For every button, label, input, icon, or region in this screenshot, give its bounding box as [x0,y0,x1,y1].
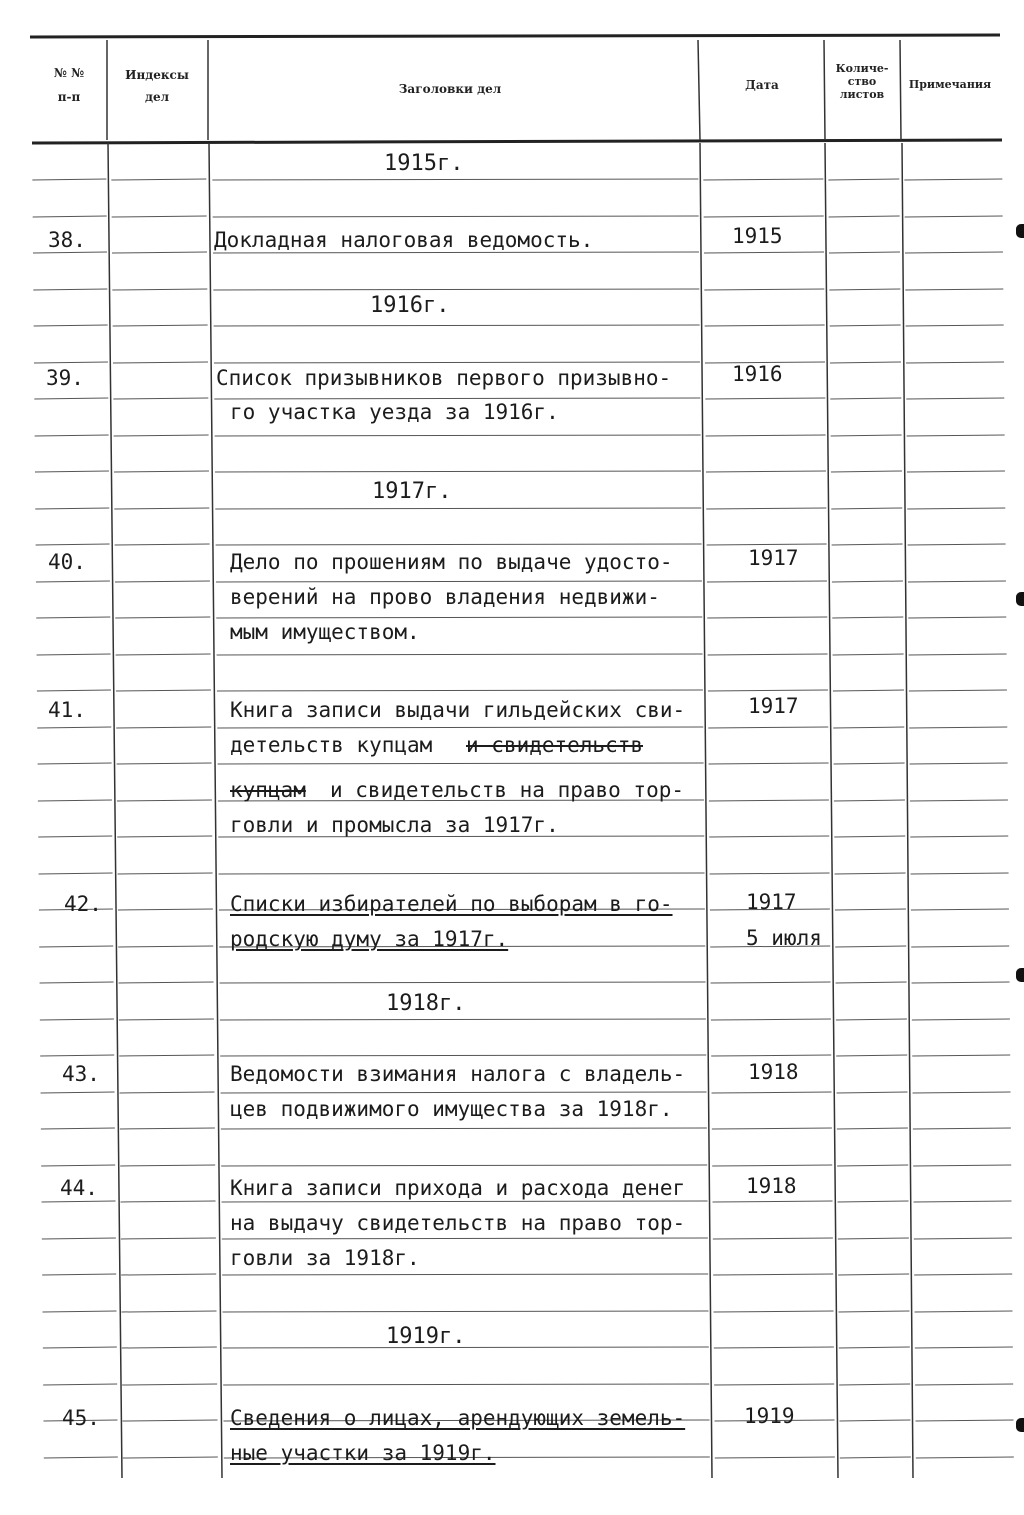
ruled-line [830,325,901,326]
ruled-line [213,216,699,217]
ruled-line [707,544,827,545]
ruled-line [703,179,823,180]
ruled-line [912,1019,1010,1020]
ruled-line [839,1347,910,1348]
ruled-line [908,581,1006,582]
entry-date: 1918 [746,1174,797,1198]
ruled-line [711,1019,831,1020]
ruled-line [833,727,904,728]
ruled-line [912,982,1010,983]
entry-number: 44. [60,1176,98,1200]
ruled-line [117,800,212,801]
entry-title-line: говли за 1918г. [230,1246,420,1270]
ruled-line [708,690,828,691]
ruled-line [712,1092,832,1093]
entry-title-line: Сведения о лицах, арендующих земель- [230,1406,686,1430]
ruled-line [34,398,108,399]
ruled-line [914,1274,1012,1275]
ruled-line [118,873,213,874]
ruled-line [215,471,701,472]
ruled-line [837,1165,908,1166]
ruled-line [836,1019,907,1020]
entry-date: 1917 [746,890,797,914]
ruled-line [219,873,705,874]
ruled-line [43,1347,117,1348]
ruled-line [42,1274,116,1275]
ruled-line [828,179,899,180]
entry-number: 39. [46,366,84,390]
entry-date: 1917 [748,546,799,570]
ruled-line [223,1311,709,1312]
ruled-line [830,362,901,363]
entry-title-line: мым имуществом. [230,620,420,644]
ruled-line [117,763,212,764]
entry-title-line: го участка уезда за 1916г. [230,400,559,424]
ruled-line [120,1128,215,1129]
ruled-line [715,1457,835,1458]
ruled-line [217,654,703,655]
ruled-line [840,1457,911,1458]
ruled-line [832,617,903,618]
ruled-line [913,1128,1011,1129]
ruled-line [915,1384,1013,1385]
ruled-line [38,763,112,764]
ruled-line [915,1311,1013,1312]
ruled-line [218,763,704,764]
header-notes-label: Примечания [908,78,992,91]
ruled-line [121,1201,216,1202]
ruled-line [708,654,828,655]
ruled-line [222,1201,708,1202]
ruled-line [834,763,905,764]
ruled-line [223,1347,709,1348]
entry-date: 1919 [744,1404,795,1428]
entry-number: 42. [64,892,102,916]
entry-title-line: Список призывников первого призывно- [216,366,672,390]
column-rules [107,40,913,1478]
ruled-line [216,544,702,545]
ruled-line [39,873,113,874]
ruled-line [913,1165,1011,1166]
ruled-line [713,1238,833,1239]
ruled-line [835,873,906,874]
ruled-line [114,435,209,436]
ruled-line [33,216,107,217]
ruled-line [833,690,904,691]
ruled-line [38,836,112,837]
ruled-line [214,325,700,326]
entry-title-line: родскую думу за 1917г. [230,927,509,951]
ruled-line [40,1019,114,1020]
ruled-line [837,1092,908,1093]
entry-date: 1916 [732,362,783,386]
ruled-line [40,1055,114,1056]
ruled-line [117,836,212,837]
entry-title-line: цев подвижимого имущества за 1918г. [230,1097,673,1121]
ruled-line [34,362,108,363]
entry-date: 1915 [732,224,783,248]
year-heading-1916: 1916г. [370,293,450,318]
header-num-label: № № п-п [53,66,85,104]
ruled-line [215,508,701,509]
ruled-line [704,289,824,290]
ruled-line [32,179,106,180]
ruled-line [714,1311,834,1312]
ruled-line [910,836,1008,837]
ruled-line [41,1128,115,1129]
ruled-line [37,654,111,655]
ruled-line [36,581,110,582]
ruled-line [837,1128,908,1129]
year-heading-1917: 1917г. [372,479,452,504]
ruled-line [904,179,1002,180]
ruled-line [122,1384,217,1385]
entry-title-line: детельств купцам [230,733,433,757]
binding-hole-mark [1016,968,1024,982]
ruled-line [707,581,827,582]
ruled-line [831,508,902,509]
ruled-line [838,1274,909,1275]
binding-hole-mark [1016,1418,1024,1432]
ruled-line [909,727,1007,728]
ruled-line [839,1420,910,1421]
ruled-line [912,1055,1010,1056]
ruled-line [706,508,826,509]
ruled-line [907,435,1005,436]
ruled-line [216,581,702,582]
ruled-line [223,1384,709,1385]
ruled-line [714,1384,834,1385]
entry-title-line: ные участки за 1919г. [230,1441,496,1465]
ruled-line [221,1165,707,1166]
entry-date: 1917 [748,694,799,718]
ruled-line [214,398,700,399]
entry-title-line: Ведомости взимания налога с владель- [230,1062,686,1086]
ruled-line [221,1092,707,1093]
ruled-line [113,362,208,363]
ruled-line [43,1311,117,1312]
ruled-line [115,617,210,618]
ruled-line [834,800,905,801]
binding-hole-mark [1016,592,1024,606]
header-titles-label: Заголовки дел [398,82,502,96]
ruled-line [839,1311,910,1312]
ruled-line [111,179,206,180]
struck-out-text: и свидетельств [466,733,644,757]
entry-title-line: Списки избирателей по выборам в го- [230,892,673,916]
ruled-line [829,289,900,290]
ruled-line [35,508,109,509]
ruled-line [215,435,701,436]
entry-number: 41. [48,698,86,722]
ruled-line [35,471,109,472]
ruled-line [119,982,214,983]
ruled-line [44,1457,118,1458]
ruled-line [838,1201,909,1202]
ruled-line [706,435,826,436]
ruled-line [829,216,900,217]
ruled-line [116,727,211,728]
ruled-line [217,727,703,728]
ruled-line [39,946,113,947]
ruled-line [707,617,827,618]
year-heading-1919: 1919г. [386,1324,466,1349]
ruled-line [705,325,825,326]
ruled-line [906,398,1004,399]
ruled-line [35,435,109,436]
ruled-line [708,727,828,728]
entry-number: 43. [62,1062,100,1086]
entry-title-line: Докладная налоговая ведомость. [214,228,594,252]
ruled-line [910,763,1008,764]
ruled-line [43,1384,117,1385]
entry-number: 45. [62,1406,100,1430]
ruled-line [122,1420,217,1421]
ruled-line [123,1457,218,1458]
ruled-line [714,1347,834,1348]
ruled-line [36,544,110,545]
ruled-line [836,1055,907,1056]
ruled-line [113,398,208,399]
ruled-line [833,654,904,655]
ruled-line [119,1055,214,1056]
ruled-line [908,544,1006,545]
ruled-line [121,1274,216,1275]
ruled-line [915,1347,1013,1348]
ruled-line [42,1201,116,1202]
ruled-line [120,1092,215,1093]
ruled-line [220,1055,706,1056]
entry-title-line: и свидетельств на право тор- [330,778,685,802]
ruled-line [116,690,211,691]
ruled-line [220,982,706,983]
ruled-line [116,654,211,655]
ruled-line [710,873,830,874]
entry-date: 1918 [748,1060,799,1084]
ruled-line [119,1019,214,1020]
entry-title-line: Дело по прошениям по выдаче удосто- [230,550,673,574]
ruled-line [709,763,829,764]
ruled-line [835,909,906,910]
entry-title-line: на выдачу свидетельств на право тор- [230,1211,686,1235]
ruled-line [909,690,1007,691]
ruled-line [33,252,107,253]
ruled-line [42,1238,116,1239]
ruled-line [838,1238,909,1239]
struck-out-text: купцам [230,778,306,802]
ruled-line [910,800,1008,801]
entry-date-day: 5 июля [746,926,822,950]
ruled-line [112,252,207,253]
ruled-line [214,362,700,363]
ruled-line [839,1384,910,1385]
ruled-line [906,325,1004,326]
ruled-line [831,435,902,436]
ruled-line [120,1165,215,1166]
ruled-line [832,544,903,545]
ruled-line [907,471,1005,472]
ruled-line [914,1238,1012,1239]
ruled-line [217,690,703,691]
ruled-line [905,216,1003,217]
entry-title-line: говли и промысла за 1917г. [230,813,559,837]
ruled-line [916,1457,1014,1458]
ruled-line [36,617,110,618]
ruled-line [906,362,1004,363]
ruled-line [909,654,1007,655]
ruled-line [114,471,209,472]
ruled-line [216,617,702,618]
ruled-line [118,909,213,910]
ruled-line [705,398,825,399]
ruled-line [114,508,209,509]
ruled-line [115,544,210,545]
ruled-line [709,836,829,837]
header-index-label: Индексы дел [125,68,189,104]
ruled-line [37,727,111,728]
ruled-line [712,1128,832,1129]
ruled-line [713,1274,833,1275]
ruled-line [905,252,1003,253]
ruled-line [711,1055,831,1056]
entry-title-line: Книга записи выдачи гильдейских сви- [230,698,686,722]
ruled-line [908,617,1006,618]
ruled-line [122,1311,217,1312]
ruled-line [222,1238,708,1239]
ruled-line [221,1128,707,1129]
ruled-line [212,179,698,180]
year-heading-1915: 1915г. [384,151,464,176]
ruled-line [122,1347,217,1348]
ruled-line [33,289,107,290]
ruled-line [834,836,905,837]
ruled-line [34,325,108,326]
binding-hole-mark [1016,224,1024,238]
ruled-line [704,252,824,253]
entry-title-line: Книга записи прихода и расхода денег [230,1176,686,1200]
ruled-line [915,1420,1013,1421]
ruled-line [832,581,903,582]
ruled-line [830,398,901,399]
ruled-line [712,1165,832,1166]
entry-number: 40. [48,550,86,574]
ruled-line [914,1201,1012,1202]
ruled-line [911,909,1009,910]
ruled-line [121,1238,216,1239]
ruled-line [911,873,1009,874]
ruled-line [112,216,207,217]
ruled-line [41,1092,115,1093]
ruled-line [835,946,906,947]
ruled-line [913,1092,1011,1093]
header-date-label: Дата [745,78,779,92]
ruled-line [905,289,1003,290]
ruled-line [704,216,824,217]
ruled-line [38,800,112,801]
entry-title-line: верений на прово владения недвижи- [230,585,660,609]
ruled-line [213,252,699,253]
ruled-line [911,946,1009,947]
ruled-line [709,800,829,801]
ruled-line [831,471,902,472]
ruled-line [711,982,831,983]
year-heading-1918: 1918г. [386,991,466,1016]
header-sheet-count-label: Количе- ство листов [835,62,889,101]
ruled-line [118,946,213,947]
ruled-line [222,1274,708,1275]
ruled-line [115,581,210,582]
ruled-line [706,471,826,472]
ruled-line [220,1019,706,1020]
entry-number: 38. [48,228,86,252]
ruled-line [829,252,900,253]
ruled-line [41,1165,115,1166]
ruled-line [37,690,111,691]
ruled-line [113,325,208,326]
ruled-line [112,289,207,290]
ruled-line [213,289,699,290]
ruled-line [836,982,907,983]
ruled-line [907,508,1005,509]
ruled-line [713,1201,833,1202]
ruled-line [40,982,114,983]
